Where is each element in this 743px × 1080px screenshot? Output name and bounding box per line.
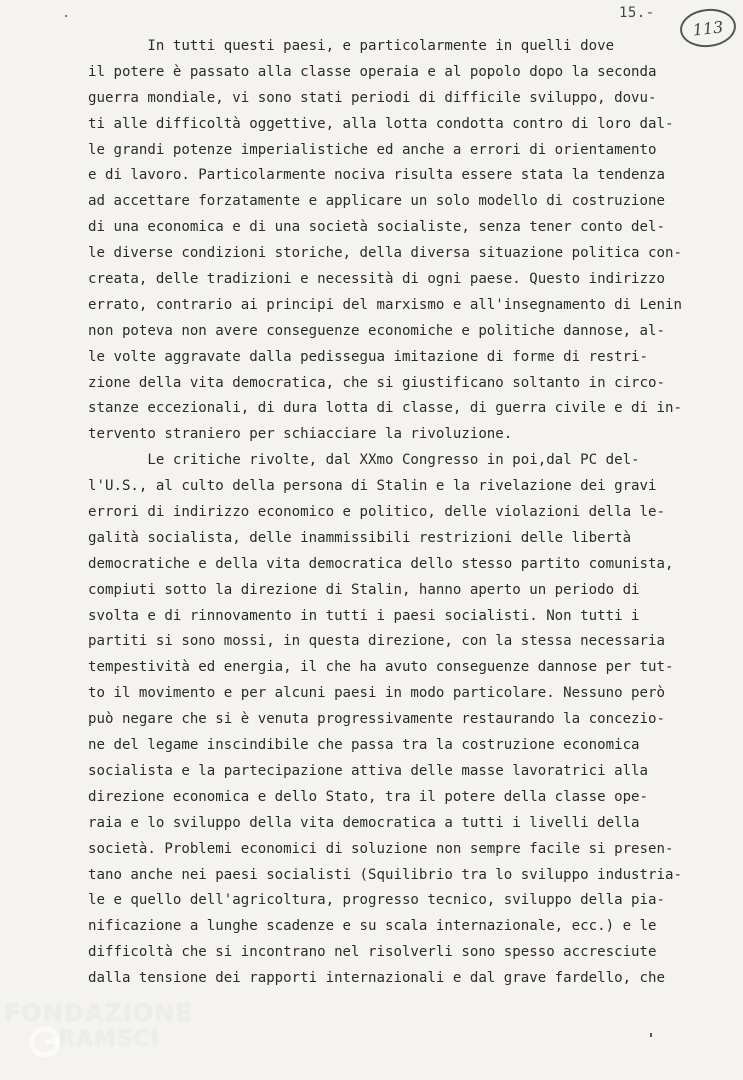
text-line: Le critiche rivolte, dal XXmo Congresso in poi,dal PC del- xyxy=(88,452,640,469)
text-line: stanze eccezionali, di dura lotta di classe, di guerra civile e di in- xyxy=(88,400,682,417)
text-line: il potere è passato alla classe operaia e al popolo dopo la seconda xyxy=(88,63,657,80)
text-line: e di lavoro. Particolarmente nociva risulta essere stata la tendenza xyxy=(88,167,665,184)
ink-speck xyxy=(65,15,67,17)
text-line: tempestività ed energia, il che ha avuto conseguenze dannose per tut- xyxy=(88,659,674,676)
text-line: ad accettare forzatamente e applicare un solo modello di costruzione xyxy=(88,193,665,210)
text-line: società. Problemi economici di soluzione non sempre facile si presen- xyxy=(88,840,674,857)
text-line: tervento straniero per schiacciare la rivoluzione. xyxy=(88,426,513,443)
text-line: svolta e di rinnovamento in tutti i paesi socialisti. Non tutti i xyxy=(88,607,640,624)
text-line: socialista e la partecipazione attiva delle masse lavoratrici alla xyxy=(88,762,649,779)
text-line: può negare che si è venuta progressivamente restaurando la concezio- xyxy=(88,711,665,728)
text-line: ne del legame inscindibile che passa tra la costruzione economica xyxy=(88,737,640,754)
text-line: guerra mondiale, vi sono stati periodi di difficile sviluppo, dovu- xyxy=(88,89,657,106)
typewritten-body xyxy=(88,34,688,992)
text-line: dalla tensione dei rapporti internazionali e dal grave fardello, che xyxy=(88,970,665,987)
watermark-line-1: FONDAZIONE xyxy=(4,999,193,1027)
text-line: ti alle difficoltà oggettive, alla lotta condotta contro di loro dal- xyxy=(88,115,674,132)
ink-speck xyxy=(650,1033,652,1037)
text-line: zione della vita democratica, che si giustificano soltanto in circo- xyxy=(88,374,665,391)
text-line: di una economica e di una società socialiste, senza tener conto del- xyxy=(88,219,665,236)
text-line: In tutti questi paesi, e particolarmente in quelli dove xyxy=(88,38,615,54)
text-line: compiuti sotto la direzione di Stalin, hanno aperto un periodo di xyxy=(88,581,640,598)
text-line: errato, contrario ai principi del marxismo e all'insegnamento di Lenin xyxy=(88,296,682,313)
text-line: galità socialista, delle inammissibili restrizioni delle libertà xyxy=(88,529,632,546)
text-line: raia e lo sviluppo della vita democratica a tutti i livelli della xyxy=(88,814,640,831)
text-line: le e quello dell'agricoltura, progresso tecnico, sviluppo della pia- xyxy=(88,892,665,909)
text-line: l'U.S., al culto della persona di Stalin e la rivelazione dei gravi xyxy=(88,478,657,495)
watermark xyxy=(0,995,200,1080)
page-number: 15.- xyxy=(619,5,655,21)
text-line: partiti si sono mossi, in questa direzione, con la stessa necessaria xyxy=(88,633,665,650)
watermark-line-2: RAMSCI xyxy=(58,1027,161,1052)
text-line: le diverse condizioni storiche, della diversa situazione politica con- xyxy=(88,245,682,262)
text-line: le grandi potenze imperialistiche ed anche a errori di orientamento xyxy=(88,141,657,158)
text-line: le volte aggravate dalla pedissegua imitazione di forme di restri- xyxy=(88,348,649,365)
archive-number-text: 113 xyxy=(691,16,725,40)
text-line: to il movimento e per alcuni paesi in modo particolare. Nessuno però xyxy=(88,685,665,702)
text-line: creata, delle tradizioni e necessità di ogni paese. Questo indirizzo xyxy=(88,271,665,288)
text-line: nificazione a lunghe scadenze e su scala internazionale, ecc.) e le xyxy=(88,918,657,935)
text-line: democratiche e della vita democratica dello stesso partito comunista, xyxy=(88,555,674,572)
text-line: tano anche nei paesi socialisti (Squilibrio tra lo sviluppo industria- xyxy=(88,866,682,883)
text-line: non poteva non avere conseguenze economiche e politiche dannose, al- xyxy=(88,322,665,339)
text-line: difficoltà che si incontrano nel risolverli sono spesso accresciute xyxy=(88,944,657,961)
text-line: direzione economica e dello Stato, tra il potere della classe ope- xyxy=(88,788,649,805)
text-line: errori di indirizzo economico e politico, delle violazioni della le- xyxy=(88,504,665,521)
gramsci-g-logo-icon xyxy=(28,1025,62,1059)
